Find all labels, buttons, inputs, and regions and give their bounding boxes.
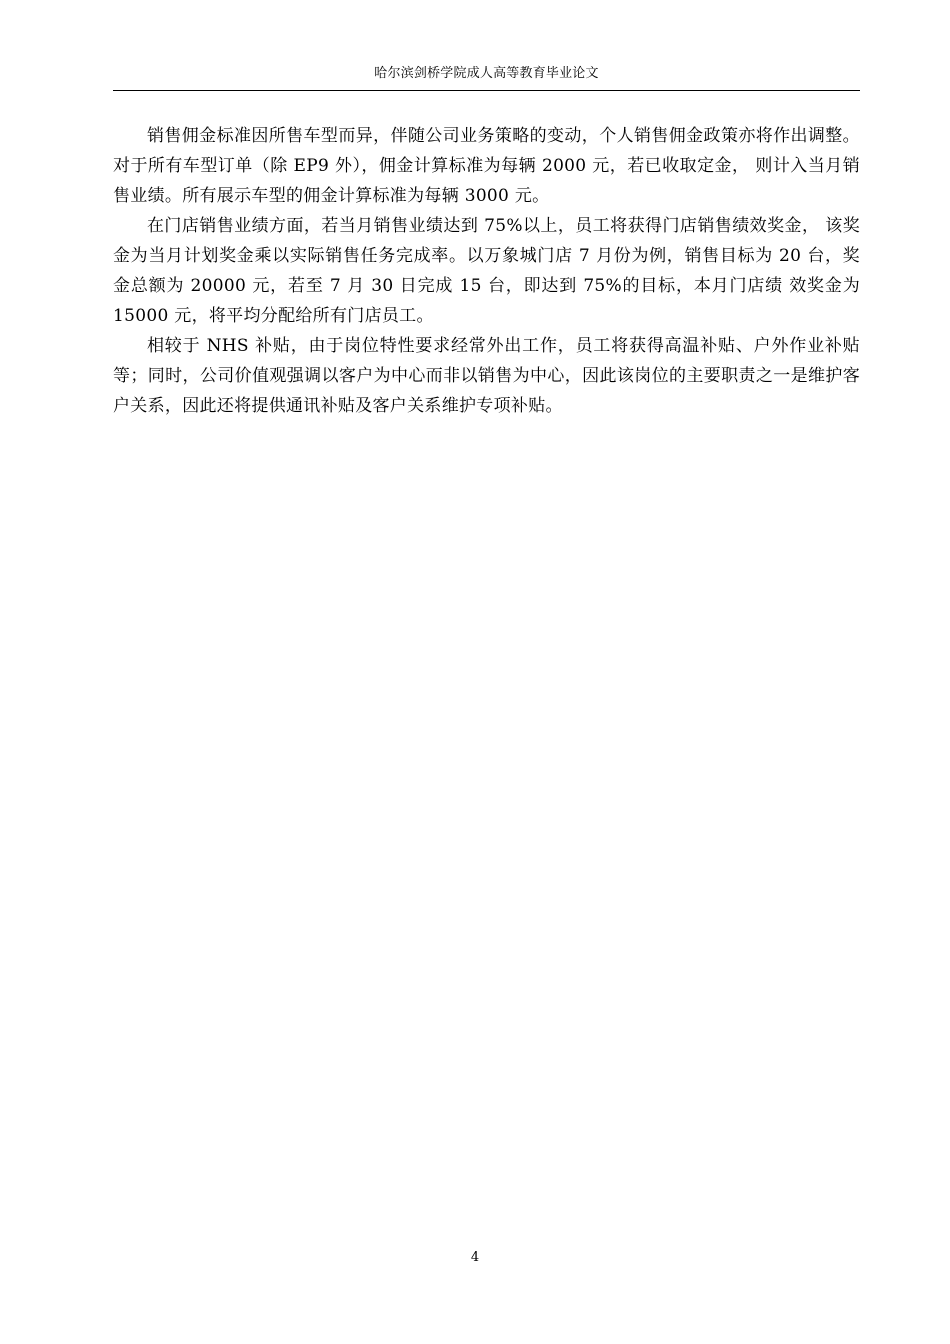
header-title: 哈尔滨剑桥学院成人高等教育毕业论文 <box>374 66 599 81</box>
paragraph-subsidies: 相较于 NHS 补贴，由于岗位特性要求经常外出工作，员工将获得高温补贴、户外作业补贴等；同时，公司价值观强调以客户为中心而非以销售为中心，因此该岗位的主要职责之一是维护客户关系，因此还将提供通讯补贴及客户关系维护专项补贴。 <box>113 336 860 416</box>
body-text <box>113 121 860 421</box>
paragraph-commission: 销售佣金标准因所售车型而异，伴随公司业务策略的变动，个人销售佣金政策亦将作出调整。对于所有车型订单（除 EP9 外），佣金计算标准为每辆 2000 元，若已收取定金， 则计入当月销售业绩。所有展示车型的佣金计算标准为每辆 3000 元。 <box>113 126 860 206</box>
page-number: 4 <box>470 1250 480 1265</box>
page-header <box>113 66 860 91</box>
paragraph-store-performance: 在门店销售业绩方面，若当月销售业绩达到 75%以上，员工将获得门店销售绩效奖金， 该奖金为当月计划奖金乘以实际销售任务完成率。以万象城门店 7 月份为例，销售目标为 20 台，奖金总额为 20000 元，若至 7 月 30 日完成 15 台，即达到 75%的目标，本月门店绩 效奖金为 15000 元，将平均分配给所有门店员工。 <box>113 216 860 326</box>
